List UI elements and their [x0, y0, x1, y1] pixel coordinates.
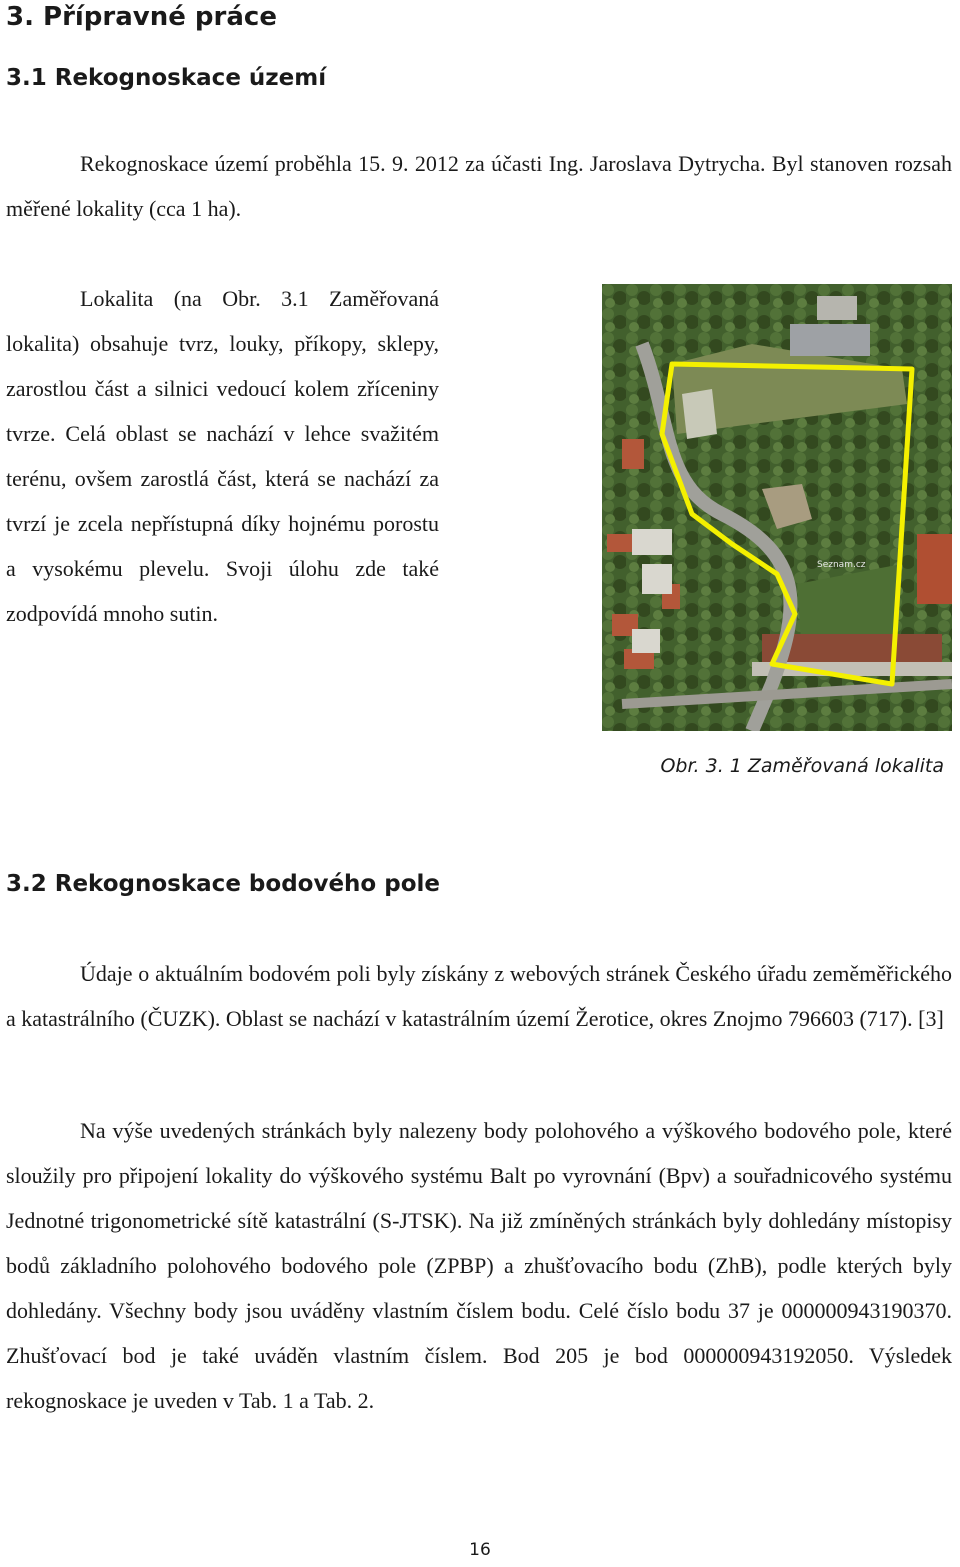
- paragraph-points-text: Na výše uvedených stránkách byly nalezeny body polohového a výškového bodového pole, které sloužily pro připojení lokality do výškového systému Balt po vyrovnání (Bpv) a souřadnicového systému Jednotné trigonometrické sítě katastrální (S-JTSK). Na již zmíněných stránkách byly dohledány místopisy bodů základního polohového bodového pole (ZPBP) a zhušťovacího bodu (ZhB), podle kterých byly dohledány. Všechny body jsou uváděny vlastním číslem bodu. Celé číslo bodu 37 je 000000943190370. Zhušťovací bod je také uváděn vlastním číslem. Bod 205 je bod 000000943192050. Výsledek rekognoskace je uveden v Tab. 1 a Tab. 2.: [6, 1118, 952, 1413]
- paragraph-data-source: [6, 951, 952, 1041]
- locality-aerial-map: [602, 284, 952, 731]
- figure-caption: Obr. 3. 1 Zaměřovaná lokalita: [660, 755, 944, 777]
- page-number: 16: [469, 1540, 491, 1560]
- paragraph-locality: [6, 276, 439, 636]
- section-heading-3-2: 3.2 Rekognoskace bodového pole: [6, 871, 440, 897]
- map-watermark: Seznam.cz: [817, 560, 866, 570]
- paragraph-data-source-text: Údaje o aktuálním bodovém poli byly získány z webových stránek Českého úřadu zeměměřického a katastrálního (ČUZK). Oblast se nachází v katastrálním území Žerotice, okres Znojmo 796603 (717). [3]: [6, 961, 952, 1031]
- paragraph-locality-text: Lokalita (na Obr. 3.1 Zaměřovaná lokalita) obsahuje tvrz, louky, příkopy, sklepy, zarostlou část a silnici vedoucí kolem zříceniny tvrze. Celá oblast se nachází v lehce svažitém terénu, ovšem zarostlá část, která se nachází za tvrzí je zcela nepřístupná díky hojnému porostu a vysokému plevelu. Svoji úlohu zde také zodpovídá mnoho sutin.: [6, 286, 439, 626]
- chapter-heading: 3. Přípravné práce: [6, 2, 277, 32]
- paragraph-intro: [6, 141, 952, 231]
- paragraph-points: [6, 1108, 952, 1423]
- section-heading-3-1: 3.1 Rekognoskace území: [6, 65, 327, 91]
- paragraph-intro-text: Rekognoskace území proběhla 15. 9. 2012 za účasti Ing. Jaroslava Dytrycha. Byl stanoven rozsah měřené lokality (cca 1 ha).: [6, 151, 952, 221]
